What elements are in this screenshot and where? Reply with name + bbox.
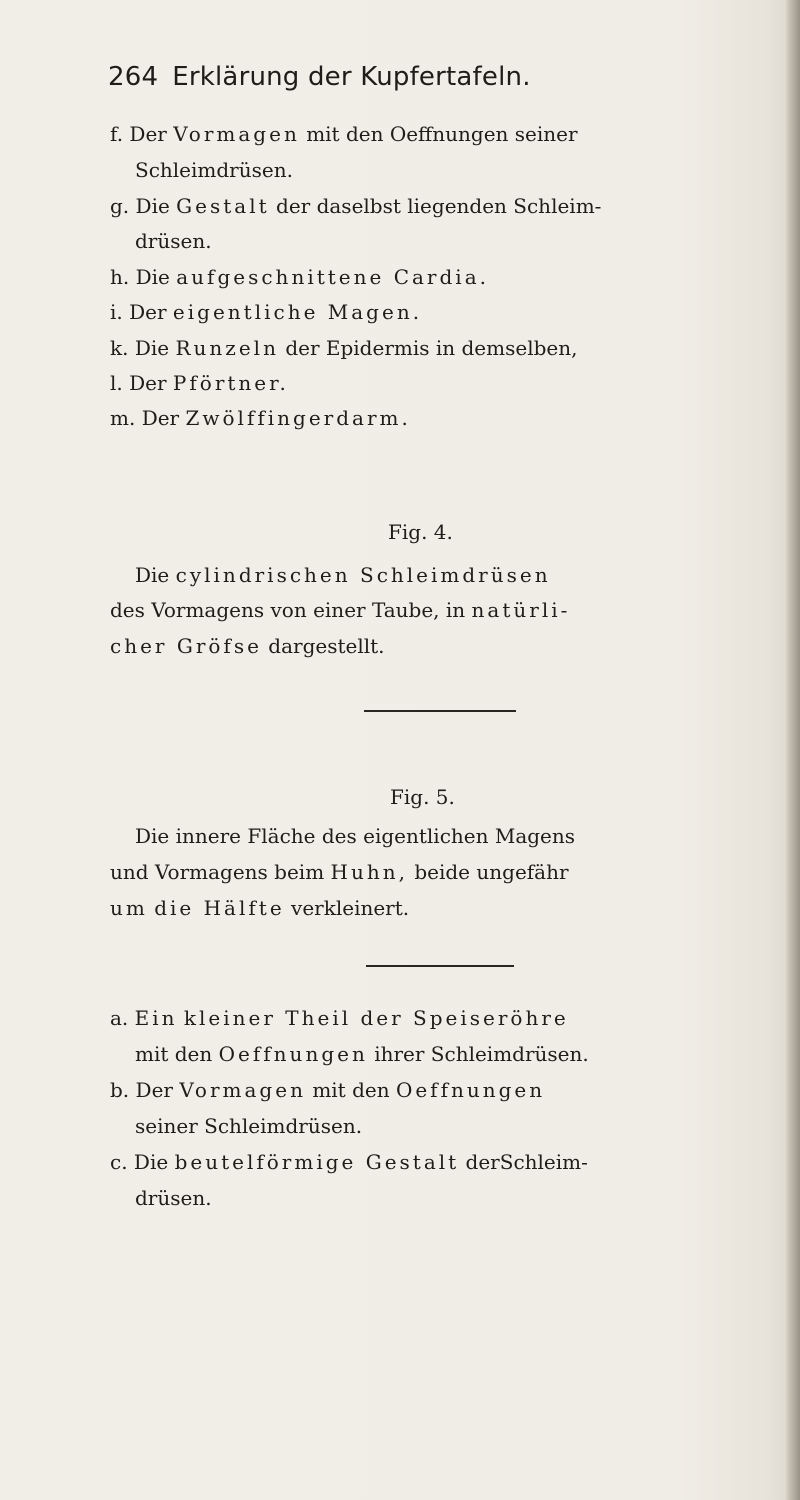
legend-b-cont: seiner Schleimdrüsen.: [135, 1114, 363, 1138]
legend-f-cont: Schleimdrüsen.: [135, 158, 293, 182]
legend-m: m. Der Zwölffingerdarm.: [110, 406, 411, 430]
legend-b: b. Der Vormagen mit den Oeffnungen: [110, 1078, 546, 1102]
legend-k: k. Die Runzeln der Epidermis in demselben,: [110, 336, 578, 360]
legend-l: l. Der Pförtner.: [110, 371, 289, 395]
running-header: [108, 62, 531, 92]
fig4-line-1: Die cylindrischen Schleimdrüsen: [135, 563, 551, 587]
legend-i: i. Der eigentliche Magen.: [110, 300, 423, 324]
legend-c-cont: drüsen.: [135, 1186, 212, 1210]
header-title: Erklärung der Kupfertafeln.: [172, 62, 531, 92]
legend-g: g. Die Gestalt der daselbst liegenden Schleim-: [110, 194, 602, 218]
page-edge-shadow: [786, 0, 800, 1500]
section-rule-2: [366, 965, 514, 967]
legend-a: a. Ein kleiner Theil der Speiseröhre: [110, 1006, 569, 1030]
fig5-title: Fig. 5.: [390, 785, 455, 809]
legend-g-cont: drüsen.: [135, 229, 212, 253]
section-rule-1: [364, 710, 516, 712]
fig4-title: Fig. 4.: [388, 520, 453, 544]
legend-c: c. Die beutelförmige Gestalt derSchleim-: [110, 1150, 588, 1174]
legend-a-cont: mit den Oeffnungen ihrer Schleimdrüsen.: [135, 1042, 589, 1066]
fig5-line-1: Die innere Fläche des eigentlichen Magens: [135, 824, 576, 848]
page-number: 264: [108, 62, 159, 92]
legend-h: h. Die aufgeschnittene Cardia.: [110, 265, 489, 289]
fig5-line-3: um die Hälfte verkleinert.: [110, 896, 410, 920]
fig4-line-2: des Vormagens von einer Taube, in natürli-: [110, 598, 571, 622]
fig4-line-3: cher Gröfse dargestellt.: [110, 634, 385, 658]
fig5-line-2: und Vormagens beim Huhn, beide ungefähr: [110, 860, 569, 884]
legend-f: f. Der Vormagen mit den Oeffnungen seiner: [110, 122, 578, 146]
